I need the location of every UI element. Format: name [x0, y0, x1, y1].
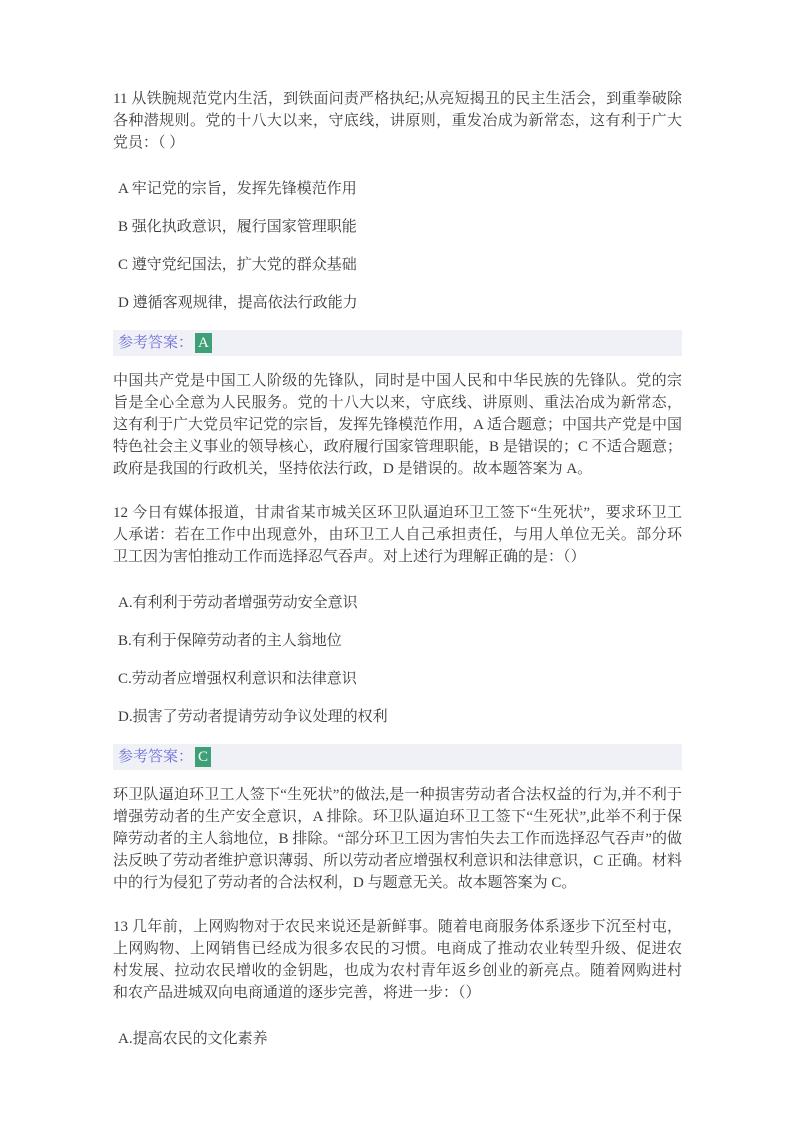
question-12-answer-bar: [113, 744, 682, 770]
answer-label: 参考答案：: [118, 335, 194, 351]
answer-letter: C: [195, 747, 211, 767]
question-11: [113, 88, 682, 480]
question-13-option-a: A.提高农民的文化素养: [118, 1031, 268, 1047]
question-12-option-a: A.有利利于劳动者增强劳动安全意识: [118, 595, 358, 611]
question-11-option-a: A 牢记党的宗旨，发挥先锋模范作用: [118, 181, 357, 197]
question-13-stem: 13 几年前，上网购物对于农民来说还是新鲜事。随着电商服务体系逐步下沉至村屯，上网购物、上网销售已经成为很多农民的习惯。电商成了推动农业转型升级、促进农村发展、拉动农民增收的金钥匙，也成为农村青年返乡创业的新亮点。随着网购进村和农产品进城双向电商通道的逐步完善，将进一步：（）: [113, 919, 682, 1001]
question-12-option-d: D.损害了劳动者提请劳动争议处理的权利: [118, 709, 388, 725]
answer-label: 参考答案：: [118, 749, 194, 765]
question-12-stem: 12 今日有媒体报道，甘肃省某市城关区环卫队逼迫环卫工签下“生死状”，要求环卫工人承诺：若在工作中出现意外，由环卫工人自己承担责任，与用人单位无关。部分环卫工因为害怕推动工作而选择忍气吞声。对上述行为理解正确的是：（）: [113, 505, 682, 565]
question-12: [113, 502, 682, 894]
question-13: [113, 916, 682, 1050]
question-12-option-c: C.劳动者应增强权利意识和法律意识: [118, 671, 357, 687]
question-11-explanation: 中国共产党是中国工人阶级的先锋队，同时是中国人民和中华民族的先锋队。党的宗旨是全心全意为人民服务。党的十八大以来，守底线、讲原则、重法冶成为新常态，这有利于广大党员牢记党的宗旨，发挥先锋模范作用，A 适合题意；中国共产党是中国特色社会主义事业的领导核心，政府履行国家管理职能，B 是错误的；C 不适合题意；政府是我国的行政机关，坚持依法行政，D 是错误的。故本题答案为 A。: [113, 373, 682, 477]
question-11-option-b: B 强化执政意识，履行国家管理职能: [118, 219, 357, 235]
question-12-explanation: 环卫队逼迫环卫工人签下“生死状”的做法,是一种损害劳动者合法权益的行为,并不利于增强劳动者的生产安全意识，A 排除。环卫队逼迫环卫工签下“生死状”,此举不利于保障劳动者的主人翁地位，B 排除。“部分环卫工因为害怕失去工作而选择忍气吞声”的做法反映了劳动者维护意识薄弱、所以劳动者应增强权利意识和法律意识，C 正确。材料中的行为侵犯了劳动者的合法权利，D 与题意无关。故本题答案为 C。: [113, 787, 682, 891]
question-12-option-b: B.有利于保障劳动者的主人翁地位: [118, 633, 342, 649]
question-11-option-c: C 遵守党纪国法，扩大党的群众基础: [118, 257, 357, 273]
answer-letter: A: [195, 333, 212, 353]
question-11-option-d: D 遵循客观规律，提高依法行政能力: [118, 295, 358, 311]
question-11-answer-bar: [113, 330, 682, 356]
question-11-stem: 11 从铁腕规范党内生活，到铁面问责严格执纪;从亮短揭丑的民主生活会，到重拳破除各种潜规则。党的十八大以来，守底线，讲原则，重发冶成为新常态，这有利于广大党员：（ ）: [113, 91, 682, 151]
